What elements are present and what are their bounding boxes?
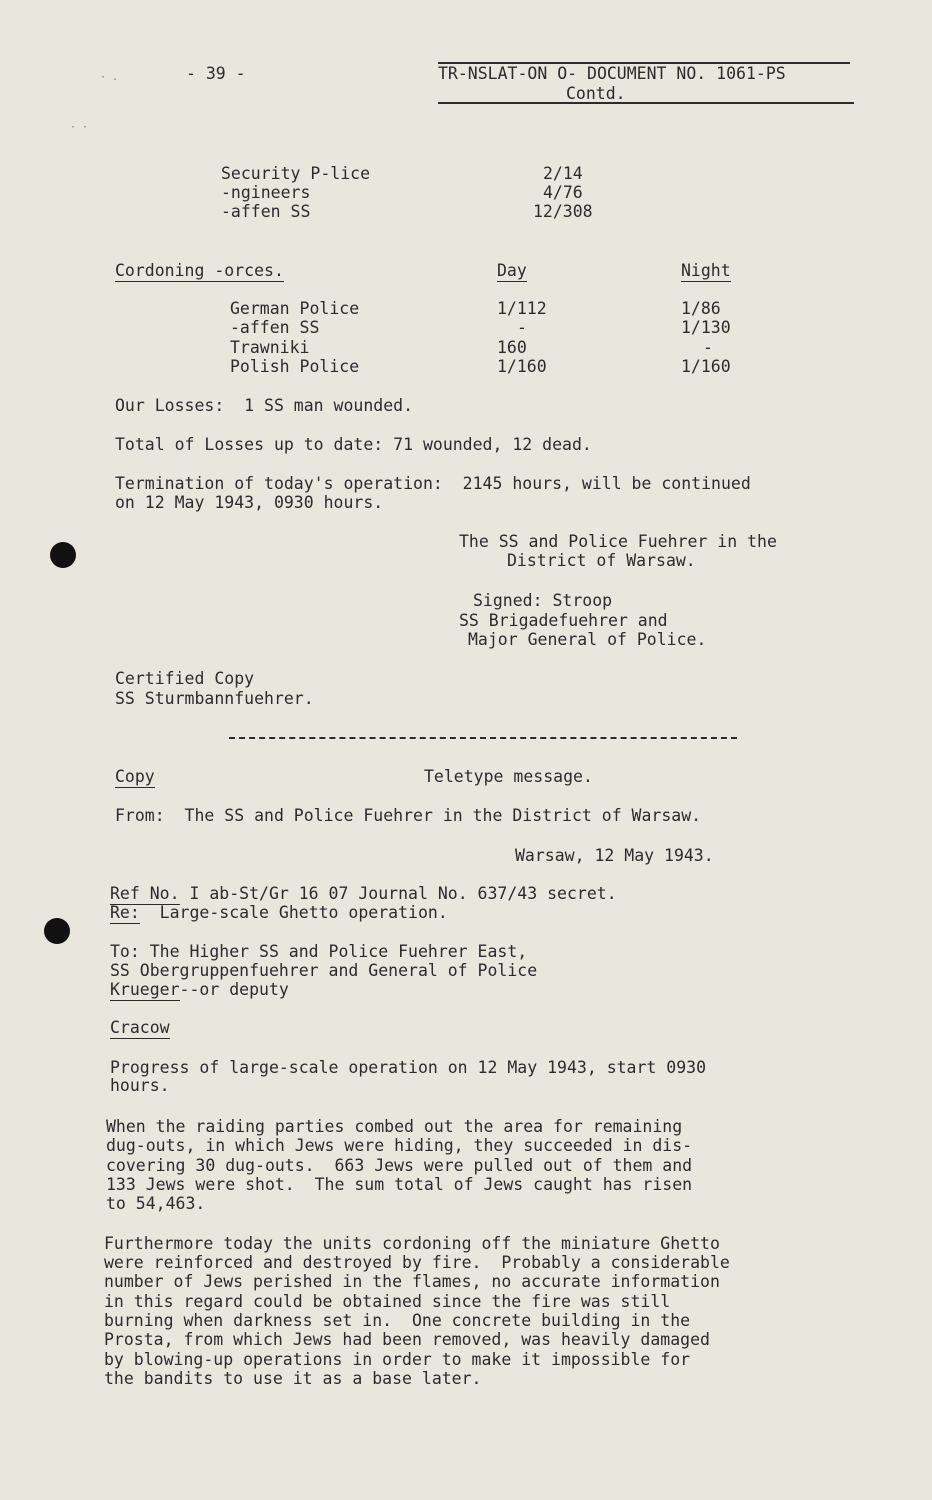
signature-line: The SS and Police Fuehrer in the [459,532,777,551]
losses-line: Our Losses: 1 SS man wounded. [115,396,414,415]
termination-line: Termination of today's operation: 2145 hours, will be continued [115,474,751,493]
force-night: - [703,338,713,357]
force-label: German Police [230,299,360,318]
certified-copy-line: Certified Copy [115,669,255,688]
progress-line: Progress of large-scale operation on 12 May 1943, start 0930 [110,1058,707,1077]
signature-line: District of Warsaw. [507,551,696,570]
signature-line: Signed: Stroop [473,591,613,610]
total-losses-line: Total of Losses up to date: 71 wounded, 12 dead. [115,435,592,454]
addressee-line: SS Obergruppenfuehrer and General of Police [110,961,538,980]
addressee-name: Krueger [110,980,180,999]
subject-line [110,903,448,922]
paragraph-line: Furthermore today the units cordoning off the miniature Ghetto [104,1234,720,1253]
signature-line: SS Brigadefuehrer and [459,611,668,630]
termination-line: on 12 May 1943, 0930 hours. [115,493,384,512]
cordoning-heading: Cordoning -orces. [115,261,284,280]
day-column-header: Day [497,261,527,280]
addressee-line [110,980,289,999]
paragraph-line: in this regard could be obtained since the fire was still [104,1292,671,1311]
document-title: TR-NSLAT-ON O- DOCUMENT NO. 1061-PS [438,64,786,83]
force-day: 1/160 [497,357,547,376]
force-night: 1/86 [681,299,721,318]
unit-label: -affen SS [221,202,311,221]
teletype-title: Teletype message. [424,767,593,786]
force-day: - [517,318,527,337]
force-day: 1/112 [497,299,547,318]
paragraph-line: burning when darkness set in. One concrete building in the [104,1311,691,1330]
force-night: 1/130 [681,318,731,337]
paragraph-line: were reinforced and destroyed by fire. Probably a considerable [104,1253,730,1272]
force-label: -affen SS [230,318,320,337]
force-night: 1/160 [681,357,731,376]
page-number: - 39 - [186,64,246,83]
subject-text: Large-scale Ghetto operation. [139,903,448,922]
unit-value: 4/76 [543,183,583,202]
subject-label: Re: [110,903,140,922]
place-date-line: Warsaw, 12 May 1943. [515,846,714,865]
signature-line: Major General of Police. [468,630,707,649]
reference-line [110,884,617,903]
unit-label: Security P-lice [221,164,371,183]
certified-copy-line: SS Sturmbannfuehrer. [115,689,314,708]
punch-hole [44,918,70,944]
from-line: From: The SS and Police Fuehrer in the District of Warsaw. [115,806,702,825]
unit-value: 2/14 [543,164,583,183]
unit-value: 12/308 [533,202,593,221]
continued-label: Contd. [566,84,626,103]
paragraph-line: by blowing-up operations in order to make it impossible for [104,1350,691,1369]
reference-text: I ab-St/Gr 16 07 Journal No. 637/43 secret. [179,884,617,903]
copy-label: Copy [115,767,155,786]
header-bottom-rule [438,102,854,104]
section-separator [229,737,737,739]
unit-label: -ngineers [221,183,311,202]
reference-label: Ref No. [110,884,180,903]
addressee-line: To: The Higher SS and Police Fuehrer East, [110,942,528,961]
header-top-rule [438,62,850,64]
force-label: Trawniki [230,338,310,357]
location-label: Cracow [110,1018,170,1037]
paper-speck: · . [100,72,119,83]
addressee-deputy: --or deputy [179,980,289,999]
paragraph-line: to 54,463. [106,1194,206,1213]
paragraph-line: number of Jews perished in the flames, no accurate information [104,1272,720,1291]
paper-speck: · · [70,122,89,133]
punch-hole [50,542,76,568]
night-column-header: Night [681,261,731,280]
paragraph-line: covering 30 dug-outs. 663 Jews were pulled out of them and [106,1156,693,1175]
progress-line: hours. [110,1076,170,1095]
paragraph-line: 133 Jews were shot. The sum total of Jews caught has risen [106,1175,693,1194]
paragraph-line: When the raiding parties combed out the area for remaining [106,1117,683,1136]
paragraph-line: the bandits to use it as a base later. [104,1369,482,1388]
paragraph-line: dug-outs, in which Jews were hiding, they succeeded in dis- [106,1136,693,1155]
paragraph-line: Prosta, from which Jews had been removed, was heavily damaged [104,1330,710,1349]
force-label: Polish Police [230,357,360,376]
force-day: 160 [497,338,527,357]
